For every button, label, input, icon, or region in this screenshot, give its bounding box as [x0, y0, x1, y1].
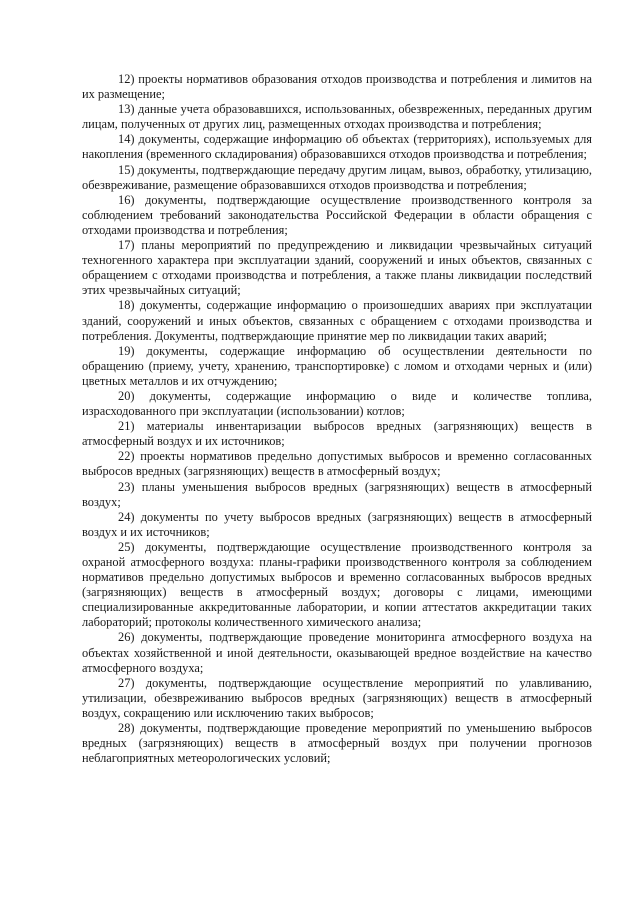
list-item-26: 26) документы, подтверждающие проведение мониторинга атмосферного воздуха на объектах хозяйственной и иной деятельности, оказывающей вредное воздействие на качество атмосферного воздуха;	[82, 630, 592, 675]
list-item-18: 18) документы, содержащие информацию о произошедших авариях при эксплуатации зданий, сооружений и иных объектов, связанных с обращением с отходами производства и потребления. Документы, подтверждающие принятие мер по ликвидации таких аварий;	[82, 298, 592, 343]
list-item-17: 17) планы мероприятий по предупреждению и ликвидации чрезвычайных ситуаций техногенного характера при эксплуатации зданий, сооружений и иных объектов, связанных с обращением с отходами производства и потребления, а также планы ликвидации последствий этих чрезвычайных ситуаций;	[82, 238, 592, 298]
list-item-22: 22) проекты нормативов предельно допустимых выбросов и временно согласованных выбросов вредных (загрязняющих) веществ в атмосферный воздух;	[82, 449, 592, 479]
list-item-13: 13) данные учета образовавшихся, использованных, обезвреженных, переданных другим лицам, полученных от других лиц, размещенных отходах производства и потребления;	[82, 102, 592, 132]
list-item-24: 24) документы по учету выбросов вредных (загрязняющих) веществ в атмосферный воздух и их источников;	[82, 509, 592, 539]
list-item-15: 15) документы, подтверждающие передачу другим лицам, вывоз, обработку, утилизацию, обезвреживание, размещение образовавшихся отходов производства и потребления;	[82, 162, 592, 192]
list-item-20: 20) документы, содержащие информацию о виде и количестве топлива, израсходованного при эксплуатации (использовании) котлов;	[82, 388, 592, 419]
list-item-25: 25) документы, подтверждающие осуществление производственного контроля за охраной атмосферного воздуха: планы-графики производственного контроля за соблюдением нормативов предельно допустимых выбросов и временно согласованных выбросов вредных (загрязняющих) веществ в атмосферный воздух; договоры с лицами, имеющими специализированные аккредитованные лаборатории, и копии аттестатов аккредитации таких лабораторий; протоколы количественного химического анализа;	[82, 539, 592, 630]
list-item-14: 14) документы, содержащие информацию об объектах (территориях), используемых для накопления (временного складирования) образовавшихся отходов производства и потребления;	[82, 132, 592, 162]
list-item-23: 23) планы уменьшения выбросов вредных (загрязняющих) веществ в атмосферный воздух;	[82, 479, 592, 509]
document-page	[82, 72, 592, 766]
list-item-19: 19) документы, содержащие информацию об осуществлении деятельности по обращению (приему, учету, хранению, транспортировке) с ломом и отходами черных и (или) цветных металлов и их отчуждению;	[82, 343, 592, 388]
list-item-21: 21) материалы инвентаризации выбросов вредных (загрязняющих) веществ в атмосферный воздух и их источников;	[82, 419, 592, 449]
list-item-12: 12) проекты нормативов образования отходов производства и потребления и лимитов на их размещение;	[82, 72, 592, 102]
list-item-16: 16) документы, подтверждающие осуществление производственного контроля за соблюдением требований законодательства Российской Федерации в области обращения с отходами производства и потребления;	[82, 192, 592, 237]
list-item-27: 27) документы, подтверждающие осуществление мероприятий по улавливанию, утилизации, обезвреживанию выбросов вредных (загрязняющих) веществ в атмосферный воздух, сокращению или исключению таких выбросов;	[82, 675, 592, 720]
list-item-28: 28) документы, подтверждающие проведение мероприятий по уменьшению выбросов вредных (загрязняющих) веществ в атмосферный воздух при получении прогнозов неблагоприятных метеорологических условий;	[82, 721, 592, 766]
